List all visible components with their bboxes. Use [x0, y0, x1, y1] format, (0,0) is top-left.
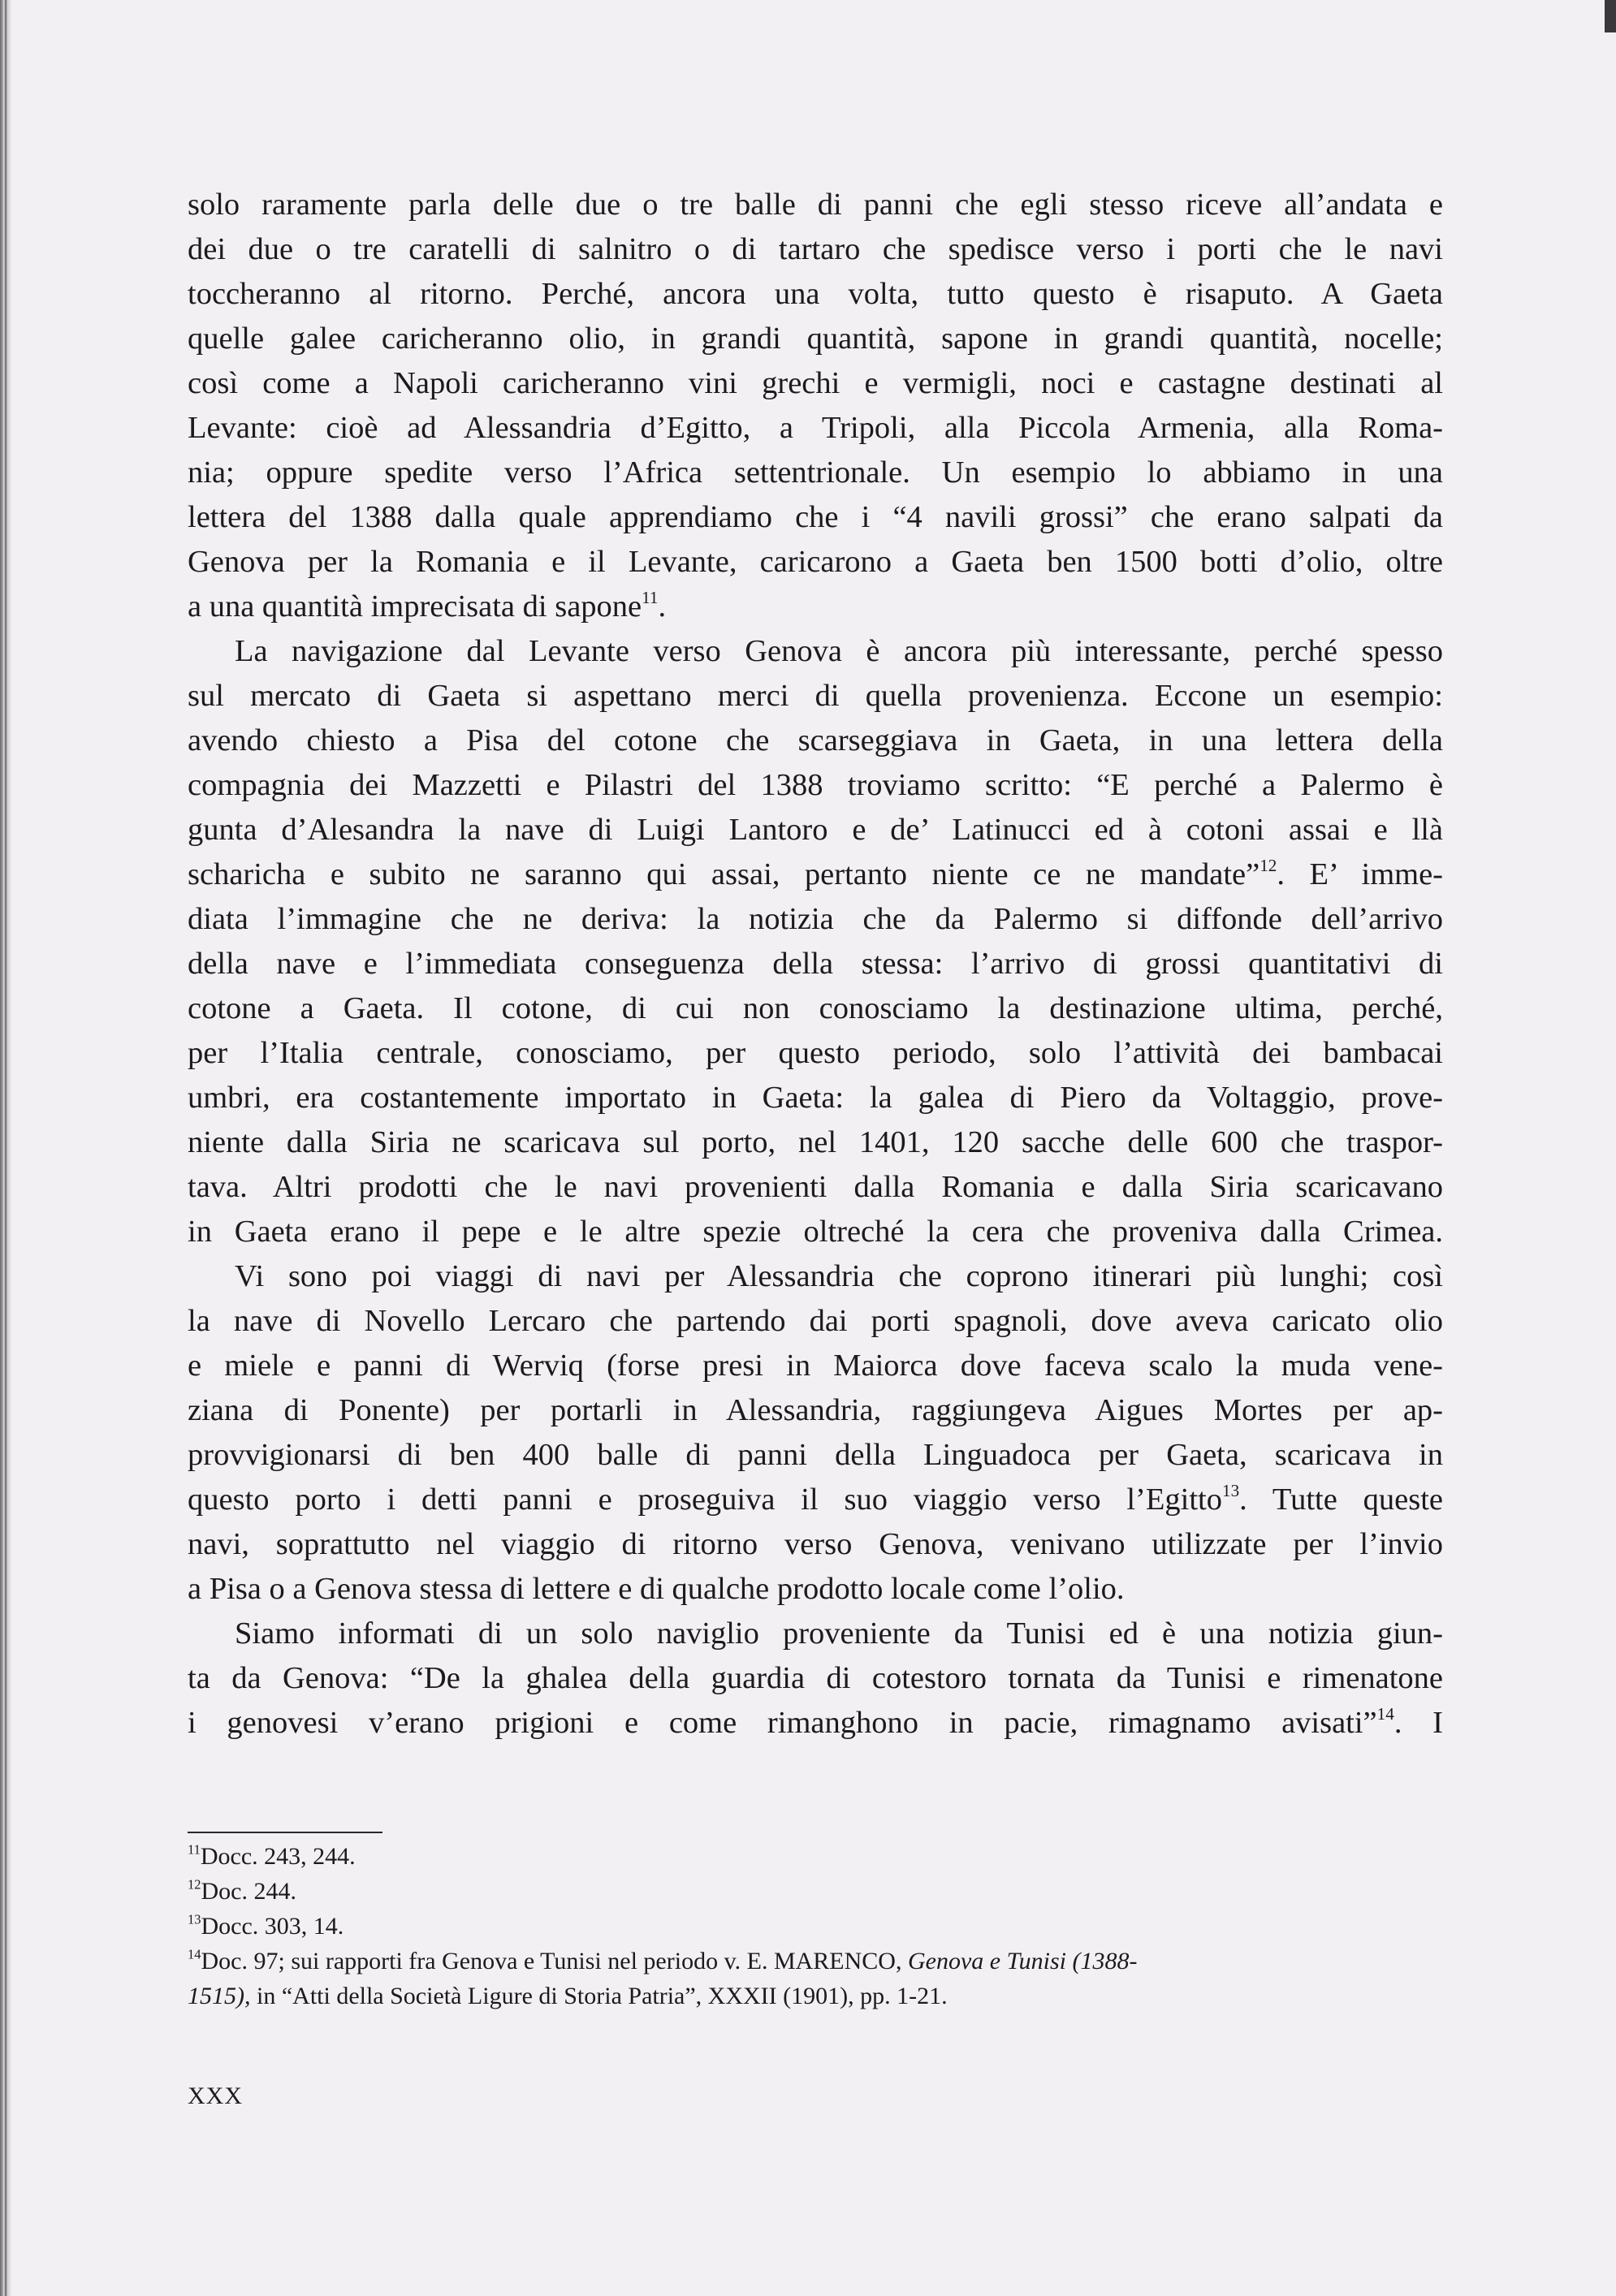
main-text: [188, 183, 1443, 1746]
text-line: diata l’immagine che ne deriva: la notizia che da Palermo si diffonde dell’arrivo: [188, 902, 1443, 936]
text-line: [188, 585, 1443, 629]
text-line: compagnia dei Mazzetti e Pilastri del 1388 troviamo scritto: “E perché a Palermo è: [188, 768, 1443, 802]
text-line: in Gaeta erano il pepe e le altre spezie oltreché la cera che proveniva dalla Crimea.: [188, 1215, 1443, 1249]
scan-corner-mark: [1605, 0, 1616, 32]
page-number: XXX: [188, 2082, 243, 2109]
text-line: cotone a Gaeta. Il cotone, di cui non conosciamo la destinazione ultima, perché,: [188, 991, 1443, 1025]
text-fragment: . Tutte queste: [1239, 1482, 1443, 1517]
text-line: la nave di Novello Lercaro che partendo dai porti spagnoli, dove aveva caricato olio: [188, 1304, 1443, 1338]
footnote-13: [188, 1909, 1443, 1944]
footnote-number: 14: [188, 1946, 201, 1962]
text-fragment: . I: [1393, 1706, 1443, 1740]
text-line: gunta d’Alesandra la nave di Luigi Lantoro e de’ Latinucci ed à cotoni assai e llà: [188, 813, 1443, 847]
footnote-reference: 11: [642, 588, 659, 608]
text-line: così come a Napoli caricheranno vini grechi e vermigli, noci e castagne destinati al: [188, 366, 1443, 400]
footnote-reference: 14: [1376, 1704, 1394, 1724]
footnote-text: in “Atti della Società Ligure di Storia Patria”, XXXII (1901), pp. 1-21.: [250, 1983, 948, 2009]
text-line: per l’Italia centrale, conosciamo, per questo periodo, solo l’attività dei bambacai: [188, 1036, 1443, 1070]
text-line: tava. Altri prodotti che le navi provenienti dalla Romania e dalla Siria scaricavano: [188, 1170, 1443, 1204]
footnote-text: Doc. 97; sui rapporti fra Genova e Tunisi nel periodo v. E. MARENCO,: [201, 1948, 908, 1974]
footnote-text: Docc. 303, 14.: [201, 1913, 344, 1940]
text-line: nia; oppure spedite verso l’Africa settentrionale. Un esempio lo abbiamo in una: [188, 455, 1443, 490]
text-line: dei due o tre caratelli di salnitro o di tartaro che spedisce verso i porti che le navi: [188, 232, 1443, 266]
text-fragment: questo porto i detti panni e proseguiva il suo viaggio verso l’Egitto: [188, 1482, 1222, 1517]
text-line: avendo chiesto a Pisa del cotone che scarseggiava in Gaeta, in una lettera della: [188, 723, 1443, 757]
text-fragment: .: [658, 589, 667, 624]
text-line: Vi sono poi viaggi di navi per Alessandria che coprono itinerari più lunghi; così: [235, 1259, 1443, 1293]
text-line: quelle galee caricheranno olio, in grandi quantità, sapone in grandi quantità, nocelle;: [188, 322, 1443, 356]
text-line: toccheranno al ritorno. Perché, ancora una volta, tutto questo è risaputo. A Gaeta: [188, 277, 1443, 311]
footnote-11: [188, 1839, 1443, 1874]
text-fragment: i genovesi v’erano prigioni e come rimanghono in pacie, rimagnamo avisati”: [188, 1706, 1377, 1740]
text-line: lettera del 1388 dalla quale apprendiamo che i “4 navili grossi” che erano salpati da: [188, 500, 1443, 534]
footnotes: [188, 1839, 1443, 2013]
text-line: [188, 852, 1443, 897]
text-line: sul mercato di Gaeta si aspettano merci di quella provenienza. Eccone un esempio:: [188, 679, 1443, 713]
footnote-14: [188, 1944, 1443, 1979]
footnote-text: Docc. 243, 244.: [200, 1843, 356, 1870]
text-line: a Pisa o a Genova stessa di lettere e di qualche prodotto locale come l’olio.: [188, 1572, 1125, 1606]
footnote-12: [188, 1874, 1443, 1909]
text-line: ziana di Ponente) per portarli in Alessandria, raggiungeva Aigues Mortes per ap-: [188, 1393, 1443, 1427]
text-line: solo raramente parla delle due o tre balle di panni che egli stesso riceve all’andata e: [188, 188, 1443, 222]
text-line: Genova per la Romania e il Levante, caricarono a Gaeta ben 1500 botti d’olio, oltre: [188, 545, 1443, 579]
text-fragment: . E’ imme-: [1277, 857, 1443, 891]
footnote-reference: 13: [1221, 1481, 1240, 1501]
text-line: umbri, era costantemente importato in Gaeta: la galea di Piero da Voltaggio, prove-: [188, 1081, 1443, 1115]
text-line: della nave e l’immediata conseguenza della stessa: l’arrivo di grossi quantitativi di: [188, 947, 1443, 981]
text-line: Levante: cioè ad Alessandria d’Egitto, a Tripoli, alla Piccola Armenia, alla Roma-: [188, 411, 1443, 445]
text-line: [188, 1701, 1443, 1746]
text-line: navi, soprattutto nel viaggio di ritorno verso Genova, venivano utilizzate per l’invio: [188, 1527, 1443, 1561]
footnote-14-continued: [188, 1979, 1443, 2013]
text-line: ta da Genova: “De la ghalea della guardia di cotestoro tornata da Tunisi e rimenatone: [188, 1661, 1443, 1695]
text-line: Siamo informati di un solo naviglio proveniente da Tunisi ed è una notizia giun-: [235, 1616, 1443, 1651]
text-line: e miele e panni di Werviq (forse presi in Maiorca dove faceva scalo la muda vene-: [188, 1349, 1443, 1383]
footnote-number: 12: [188, 1876, 201, 1892]
footnote-number: 13: [188, 1911, 201, 1927]
footnote-title-italic: Genova e Tunisi (1388-: [907, 1948, 1138, 1974]
footnote-reference: 12: [1260, 856, 1277, 876]
text-fragment: a una quantità imprecisata di sapone: [188, 589, 642, 624]
text-line: La navigazione dal Levante verso Genova è ancora più interessante, perché spesso: [235, 634, 1443, 668]
footnote-separator: [188, 1832, 382, 1833]
text-line: [188, 1478, 1443, 1522]
footnote-text: Doc. 244.: [201, 1878, 296, 1905]
footnote-number: 11: [188, 1841, 201, 1858]
text-fragment: scharicha e subito ne saranno qui assai, pertanto niente ce ne mandate”: [188, 857, 1260, 891]
scan-binding-edge: [0, 0, 11, 2296]
footnote-title-italic: 1515),: [188, 1983, 251, 2009]
text-line: niente dalla Siria ne scaricava sul porto, nel 1401, 120 sacche delle 600 che traspor-: [188, 1125, 1443, 1159]
text-line: provvigionarsi di ben 400 balle di panni della Linguadoca per Gaeta, scaricava in: [188, 1438, 1443, 1472]
